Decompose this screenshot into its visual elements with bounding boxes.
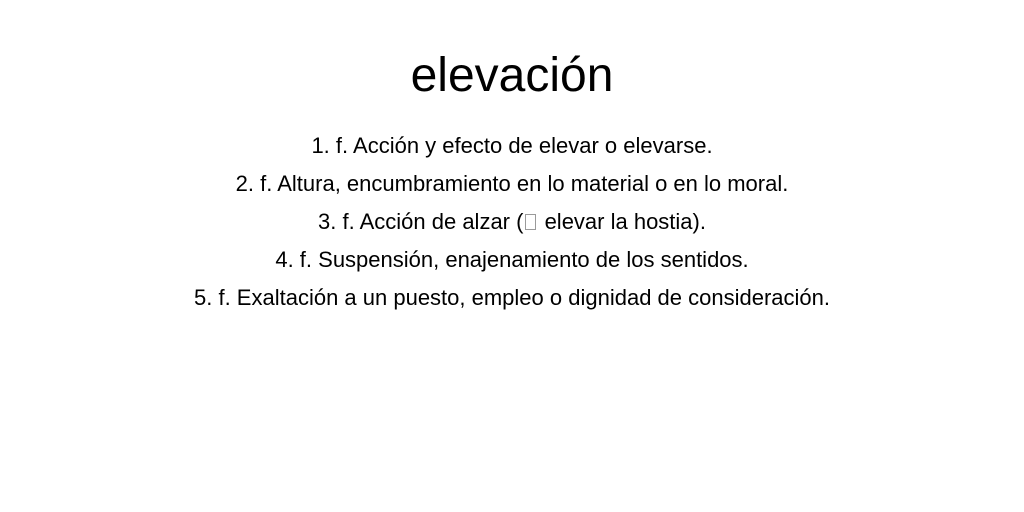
sense-1: 1. f. Acción y efecto de elevar o elevarse. (311, 133, 713, 158)
sense-3-text-before: 3. f. Acción de alzar ( (318, 209, 524, 234)
sense-4: 4. f. Suspensión, enajenamiento de los sentidos. (275, 247, 749, 272)
sense-3-text-after: elevar la hostia). (538, 209, 706, 234)
headword: elevación (410, 49, 614, 102)
missing-glyph-icon (525, 214, 536, 230)
sense-5: 5. f. Exaltación a un puesto, empleo o dignidad de consideración. (194, 285, 830, 310)
sense-2: 2. f. Altura, encumbramiento en lo material o en lo moral. (235, 171, 789, 196)
sense-list (0, 127, 1024, 317)
sense-3 (0, 203, 1024, 241)
